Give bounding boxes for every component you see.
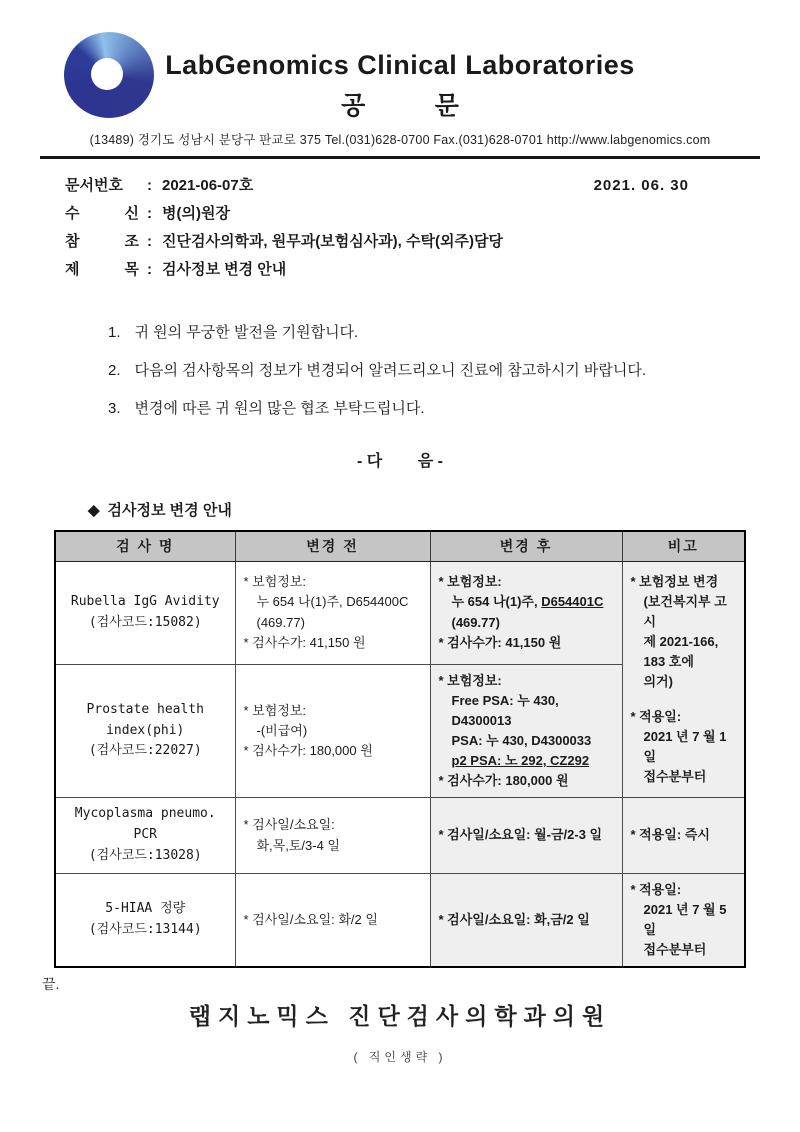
body-paragraphs [108,314,800,428]
col-header-before: 변경 전 [235,531,430,561]
body-item-1: 1. 귀 원의 무궁한 발전을 기원합니다. [108,324,359,341]
labgenomics-logo-icon [64,32,154,118]
col-header-note: 비고 [622,531,745,561]
after-cell: * 검사일/소요일: 화,금/2 일 [430,873,622,967]
doc-number-row: 문서번호 : 2021-06-07호 2021. 06. 30 [65,172,735,200]
cc-row: 참 조 : 진단검사의학과, 원무과(보험심사과), 수탁(외주)담당 [65,228,735,256]
before-cell: * 보험정보: -(비급여) * 검사수가: 180,000 원 [235,664,430,798]
col-header-test-name: 검 사 명 [55,531,235,561]
before-cell: * 검사일/소요일: 화/2 일 [235,873,430,967]
subject-label: 제 목 [65,261,139,278]
seal-omitted-note: ( 직인생략 ) [353,1050,447,1064]
test-name-cell: Rubella IgG Avidity (검사코드:15082) [55,561,235,664]
table-row [55,798,745,873]
header-divider [40,156,760,159]
body-item-3: 3. 변경에 따른 귀 원의 많은 협조 부탁드립니다. [108,400,425,417]
signature-block [0,998,800,1065]
recipient-value: 병(의)원장 [162,205,230,222]
doc-info [65,172,735,284]
section-title: ◆ 검사정보 변경 안내 [88,502,232,519]
daum-separator: - 다 음 - [356,453,444,470]
test-name-cell: Prostate health index(phi) (검사코드:22027) [55,664,235,798]
subject-value: 검사정보 변경 안내 [162,261,287,278]
before-cell: * 검사일/소요일: 화,목,토/3-4 일 [235,798,430,873]
clinic-name: 랩지노믹스 진단검사의학과의원 [188,1003,612,1029]
doc-number-value: 2021-06-07호 [162,177,254,194]
after-cell: * 검사일/소요일: 월-금/2-3 일 [430,798,622,873]
test-name-cell: 5-HIAA 정량 (검사코드:13144) [55,873,235,967]
note-cell: * 적용일: 즉시 [622,798,745,873]
company-name: LabGenomics Clinical Laboratories [165,50,635,80]
doc-number-label: 문서번호 [65,177,123,194]
table-header-row [55,531,745,561]
subject-row: 제 목 : 검사정보 변경 안내 [65,256,735,284]
col-header-after: 변경 후 [430,531,622,561]
after-cell: * 보험정보: 누 654 나(1)주, D654401C (469.77) * 검사수가: 41,150 원 [430,561,622,664]
note-cell-merged: * 보험정보 변경 (보건복지부 고시 제 2021-166, 183 호에 의거) * 적용일: 2021 년 7 월 1 일 접수분부터 [622,561,745,798]
doc-date: 2021. 06. 30 [593,177,689,194]
company-address: (13489) 경기도 성남시 분당구 판교로 375 Tel.(031)628-0700 Fax.(031)628-0701 http://www.labgenomics.com [89,133,711,147]
before-cell: * 보험정보: 누 654 나(1)주, D654400C (469.77) * 검사수가: 41,150 원 [235,561,430,664]
letterhead [0,0,800,159]
body-item-2: 2. 다음의 검사항목의 정보가 변경되어 알려드리오니 진료에 참고하시기 바랍니다. [108,362,647,379]
diamond-icon: ◆ [88,502,100,519]
recipient-label: 수 신 [65,205,139,222]
document-type-title: 공 문 [341,92,459,120]
table-row [55,873,745,967]
change-info-table [54,530,746,968]
test-name-cell: Mycoplasma pneumo. PCR (검사코드:13028) [55,798,235,873]
table-row [55,561,745,664]
recipient-row: 수 신 : 병(의)원장 [65,200,735,228]
cc-value: 진단검사의학과, 원무과(보험심사과), 수탁(외주)담당 [162,233,503,250]
note-cell: * 적용일: 2021 년 7 월 5 일 접수분부터 [622,873,745,967]
after-cell: * 보험정보: Free PSA: 누 430, D4300013 PSA: 누 430, D4300033 p2 PSA: 노 292, CZ292 * 검사수가: 180,000 원 [430,664,622,798]
cc-label: 참 조 [65,233,139,250]
end-mark: 끝. [42,976,60,993]
